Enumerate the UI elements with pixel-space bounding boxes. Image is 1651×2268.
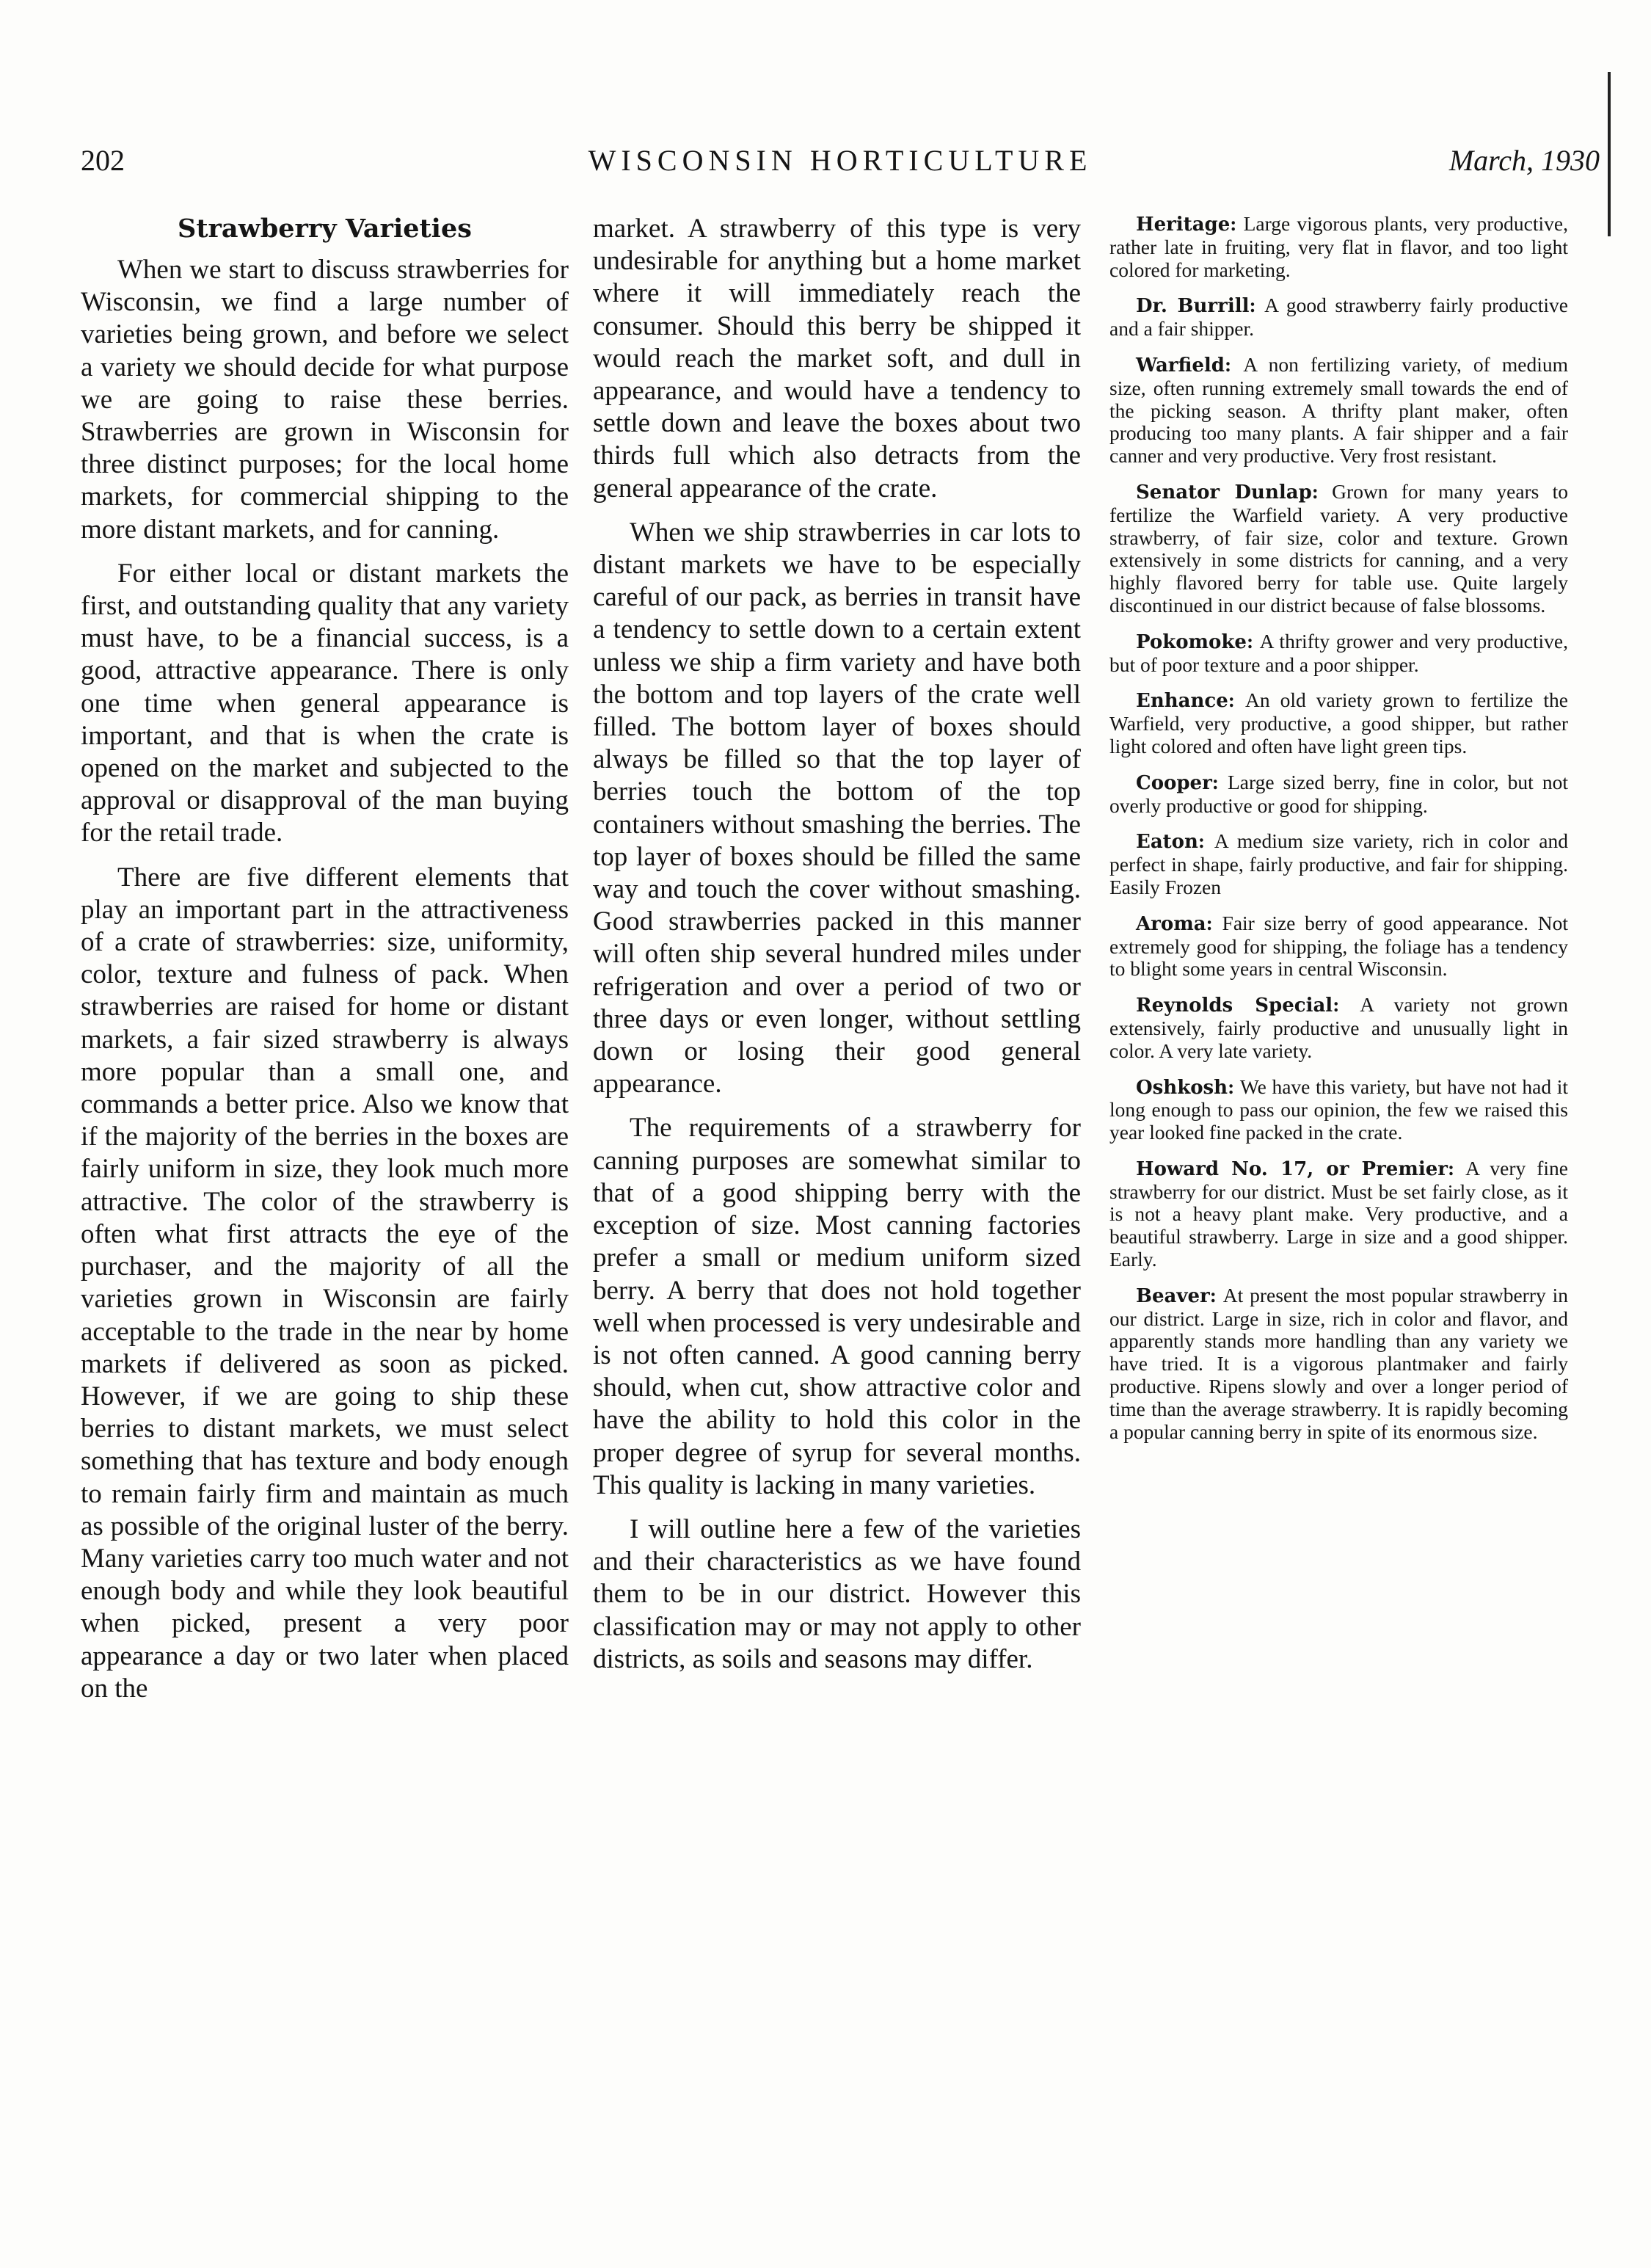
- column-2: [593, 213, 1081, 1687]
- paragraph: When we start to discuss strawberries for Wisconsin, we find a large number of varieties being grown, and before we select a variety we should decide for what purpose we are going to raise these berries. Strawberries are grown in Wisconsin for three distinct purposes; for the local home markets, for commercial shipping to the more distant markets, and for canning.: [81, 255, 569, 545]
- variety-description: We have this variety, but have not had it long enough to pass our opinion, the few we raised this year looked fine packed in the crate.: [1109, 1075, 1568, 1144]
- article-title: Strawberry Varieties: [178, 214, 472, 244]
- variety-name: Beaver: [1136, 1284, 1210, 1307]
- variety-description: A medium size variety, rich in color and perfect in shape, fairly productive, and fair for shipping. Easily Frozen: [1109, 829, 1568, 898]
- variety-name: Enhance: [1136, 690, 1228, 713]
- variety-name: Senator Dunlap: [1136, 481, 1312, 504]
- paragraph: For either local or distant markets the first, and outstanding quality that any variety must have, to be a financial success, is a good, attractive appearance. There is only one time when general appearance is important, and that is when the crate is opened on the market and subjected to the approval or disapproval of the man buying for the retail trade.: [81, 558, 569, 848]
- variety-name: Oshkosh: [1136, 1076, 1228, 1099]
- variety-description: A non fertilizing variety, of medium size, often running extremely small towards the end of the picking season. A thrifty plant maker, often producing too many plants. A fair shipper and a fair canner and very productive. Very frost resistant.: [1109, 352, 1568, 468]
- variety-name: Reynolds Special: [1136, 995, 1333, 1017]
- variety-description: A thrifty grower and very productive, but of poor texture and a poor shipper.: [1109, 629, 1568, 676]
- variety-entry: Cooper: Large sized berry, fine in color, but not overly productive or good for shipping.: [1109, 770, 1568, 817]
- variety-entry: Senator Dunlap: Grown for many years to fertilize the Warfield variety. A very productive strawberry, of fair size, color and texture. Grown extensively in some districts for canning, and a very highly flavored berry for table use. Quite largely discontinued in our district because of false blossoms.: [1109, 479, 1568, 617]
- variety-description: Grown for many years to fertilize the Warfield variety. A very productive strawberry, of fair size, color and texture. Grown extensively in some districts for canning, and a very highly flavored berry for table use. Quite largely discontinued in our district because of false blossoms.: [1109, 479, 1568, 617]
- paragraph: I will outline here a few of the varieties and their characteristics as we have found them to be in our district. However this classification may or may not apply to other districts, as soils and seasons may differ.: [593, 1513, 1081, 1674]
- variety-description: Large vigorous plants, very productive, rather late in fruiting, very flat in flavor, and too light colored for marketing.: [1109, 212, 1568, 281]
- variety-name: Cooper: [1136, 771, 1212, 794]
- paragraph: There are five different elements that play an important part in the attractiveness of a crate of strawberries: size, uniformity, color, texture and fulness of pack. When strawberries are raised for home or distant markets, a fair sized strawberry is always more popular than a small one, and commands a better price. Also we know that if the majority of the berries in the boxes are fairly uniform in size, they look much more attractive. The color of the strawberry is often what first attracts the eye of the purchaser, and the majority of all the varieties grown in Wisconsin are fairly acceptable to the trade in the near by home markets if delivered as soon as picked. However, if we are going to ship these berries to distant markets, we must select something that has texture and body enough to remain fairly firm and maintain as much as possible of the original luster of the berry. Many varieties carry too much water and not enough body and while they look beautiful when picked, present a very poor appearance a day or two later when placed on the: [81, 862, 569, 1704]
- variety-entry: Beaver: At present the most popular strawberry in our district. Large in size, rich in color and flavor, and apparently stands more handling than any variety we have tried. It is a vigorous plantmaker and fairly productive. Ripens slowly and over a longer period of time than the average strawberry. It is rapidly becoming a popular canning berry in spite of its enormous size.: [1109, 1283, 1568, 1443]
- variety-description: Large sized berry, fine in color, but not overly productive or good for shipping.: [1109, 770, 1568, 817]
- variety-entry: Howard No. 17, or Premier: A very fine strawberry for our district. Must be set fairly close, as it is not a heavy plant make. Very productive, and a beautiful strawberry. Large in size and a good shipper. Early.: [1109, 1156, 1568, 1271]
- paragraph: The requirements of a strawberry for canning purposes are somewhat similar to that of a good shipping berry with the exception of size. Most canning factories prefer a small or medium uniform sized berry. A berry that does not hold together well when processed is very undesirable and is not often canned. A good canning berry should, when cut, show attractive color and have the ability to hold this color in the proper degree of syrup for several months. This quality is lacking in many varieties.: [593, 1113, 1081, 1500]
- page-edge-line: [1608, 72, 1611, 236]
- variety-name: Aroma: [1136, 912, 1206, 935]
- variety-description: Fair size berry of good appearance. Not extremely good for shipping, the foliage has a tendency to blight some years in central Wisconsin.: [1109, 911, 1568, 981]
- variety-entry: Warfield: A non fertilizing variety, of medium size, often running extremely small towards the end of the picking season. A thrifty plant maker, often producing too many plants. A fair shipper and a fair canner and very productive. Very frost resistant.: [1109, 352, 1568, 468]
- variety-entry: Dr. Burrill: A good strawberry fairly productive and a fair shipper.: [1109, 294, 1568, 341]
- variety-entry: Eaton: A medium size variety, rich in color and perfect in shape, fairly productive, and fair for shipping. Easily Frozen: [1109, 829, 1568, 898]
- issue-date: March, 1930: [1448, 144, 1600, 177]
- variety-name: Dr. Burrill: [1136, 295, 1250, 318]
- paragraph: When we ship strawberries in car lots to distant markets we have to be especially careful of our pack, as berries in transit have a tendency to settle down to a certain extent unless we ship a firm variety and have both the bottom and top layers of the crate well filled. The bottom layer of boxes should always be filled so that the top layer of berries touch the bottom of the top containers without smashing the berries. The top layer of boxes should be filled the same way and touch the cover without smashing. Good strawberries packed in this manner will often ship several hundred miles under refrigeration and over a period of two or three days or even longer, without settling down or losing their good general appearance.: [593, 517, 1081, 1100]
- column-3-varieties: [1109, 213, 1568, 1456]
- variety-entry: Pokomoke: A thrifty grower and very productive, but of poor texture and a poor shipper.: [1109, 629, 1568, 676]
- paragraph: market. A strawberry of this type is very undesirable for anything but a home market where it will immediately reach the consumer. Should this berry be shipped it would reach the market soft, and dull in appearance, and would have a tendency to settle down and leave the boxes about two thirds full which also detracts from the general appearance of the crate.: [593, 214, 1081, 504]
- variety-description: A good strawberry fairly productive and a fair shipper.: [1109, 294, 1568, 341]
- running-header: [81, 143, 1600, 187]
- variety-name: Warfield: [1136, 354, 1225, 377]
- page-number: 202: [81, 144, 125, 177]
- column-1: [81, 213, 569, 1717]
- variety-description: An old variety grown to fertilize the Warfield, very productive, a good shipper, but rather light colored and often have light green tips.: [1109, 688, 1568, 757]
- variety-name: Howard No. 17, or Premier: [1136, 1157, 1448, 1180]
- variety-entry: Enhance: An old variety grown to fertilize the Warfield, very productive, a good shipper, but rather light colored and often have light green tips.: [1109, 688, 1568, 757]
- variety-description: A variety not grown extensively, fairly productive and unusually light in color. A very late variety.: [1109, 993, 1568, 1062]
- variety-entry: Oshkosh: We have this variety, but have not had it long enough to pass our opinion, the few we raised this year looked fine packed in the crate.: [1109, 1075, 1568, 1144]
- variety-description: A very fine strawberry for our district. Must be set fairly close, as it is not a heavy plant make. Very productive, and a beautiful strawberry. Large in size and a good shipper. Early.: [1109, 1156, 1568, 1271]
- variety-name: Heritage: [1136, 214, 1231, 236]
- variety-entry: Aroma: Fair size berry of good appearance. Not extremely good for shipping, the foliage has a tendency to blight some years in central Wisconsin.: [1109, 911, 1568, 981]
- variety-name: Pokomoke: [1136, 630, 1247, 653]
- variety-name: Eaton: [1136, 831, 1198, 854]
- journal-title: WISCONSIN HORTICULTURE: [588, 144, 1093, 177]
- variety-entry: Heritage: Large vigorous plants, very productive, rather late in fruiting, very flat in flavor, and too light colored for marketing.: [1109, 212, 1568, 281]
- variety-description: At present the most popular strawberry in our district. Large in size, rich in color and flavor, and apparently stands more handling than any variety we have tried. It is a vigorous plantmaker and fairly productive. Ripens slowly and over a longer period of time than the average strawberry. It is rapidly becoming a popular canning berry in spite of its enormous size.: [1109, 1283, 1568, 1443]
- variety-entry: Reynolds Special: A variety not grown extensively, fairly productive and unusually light in color. A very late variety.: [1109, 993, 1568, 1062]
